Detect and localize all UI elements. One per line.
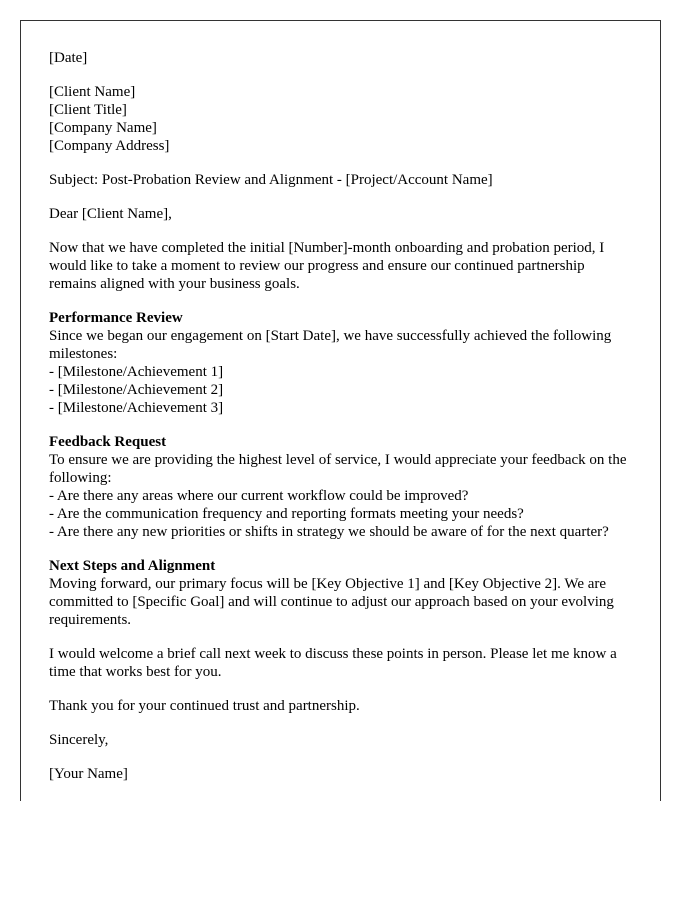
- company-name: [Company Name]: [49, 120, 157, 136]
- performance-section: [49, 309, 632, 417]
- feedback-text: To ensure we are providing the highest level of service, I would appreciate your feedback on the following:: [49, 452, 627, 486]
- recipient-block: [49, 83, 632, 155]
- subject-line: Subject: Post-Probation Review and Alignment - [Project/Account Name]: [49, 172, 493, 188]
- next-steps-heading: Next Steps and Alignment: [49, 558, 216, 574]
- company-address: [Company Address]: [49, 138, 170, 154]
- date: [Date]: [49, 50, 88, 66]
- next-steps-section: [49, 557, 632, 629]
- feedback-section: [49, 433, 632, 541]
- list-item: - Are the communication frequency and reporting formats meeting your needs?: [49, 506, 524, 522]
- call-paragraph: I would welcome a brief call next week to discuss these points in person. Please let me know a time that works best for you.: [49, 646, 617, 680]
- salutation: Dear [Client Name],: [49, 206, 172, 222]
- signature: [Your Name]: [49, 766, 128, 782]
- thanks-paragraph: Thank you for your continued trust and partnership.: [49, 698, 360, 714]
- list-item: - [Milestone/Achievement 1]: [49, 364, 224, 380]
- list-item: - [Milestone/Achievement 3]: [49, 400, 224, 416]
- list-item: - [Milestone/Achievement 2]: [49, 382, 224, 398]
- next-steps-text: Moving forward, our primary focus will be [Key Objective 1] and [Key Objective 2]. We are committed to [Specific Goal] and will continue to adjust our approach based on your evolving requirements.: [49, 576, 614, 628]
- performance-text: Since we began our engagement on [Start Date], we have successfully achieved the following milestones:: [49, 328, 612, 362]
- letter-page: [20, 20, 661, 801]
- closing: Sincerely,: [49, 732, 109, 748]
- list-item: - Are there any new priorities or shifts in strategy we should be aware of for the next quarter?: [49, 524, 609, 540]
- intro-paragraph: Now that we have completed the initial [Number]-month onboarding and probation period, I would like to take a moment to review our progress and ensure our continued partnership remains aligned with your business goals.: [49, 240, 605, 292]
- client-name: [Client Name]: [49, 84, 136, 100]
- feedback-heading: Feedback Request: [49, 434, 167, 450]
- performance-heading: Performance Review: [49, 310, 183, 326]
- list-item: - Are there any areas where our current workflow could be improved?: [49, 488, 469, 504]
- client-title: [Client Title]: [49, 102, 127, 118]
